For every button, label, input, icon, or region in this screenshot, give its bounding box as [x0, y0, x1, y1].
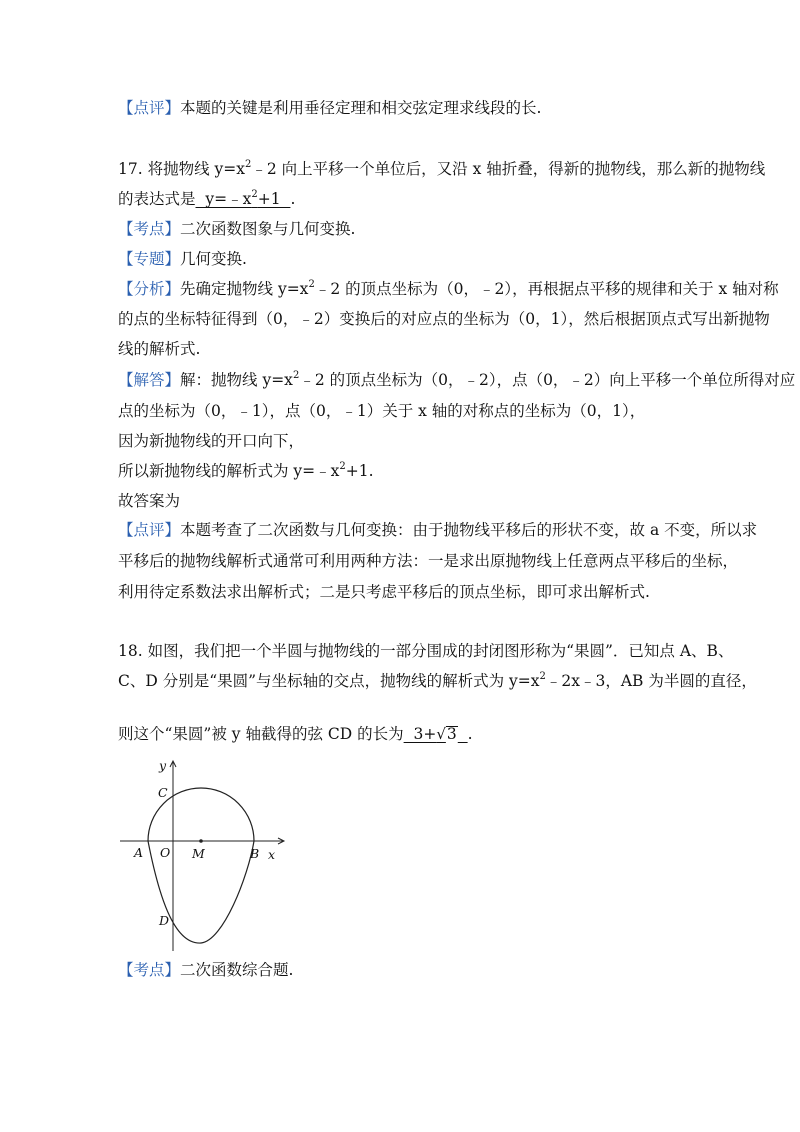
q17-answer-sup: 2 [251, 188, 258, 200]
center-point-m [199, 839, 203, 843]
tag-pingping: 【点评】 [118, 521, 181, 539]
label-c: C [158, 785, 168, 800]
q18-text: ﹣2x﹣3，AB 为半圆的直径， [545, 672, 757, 690]
q17-pingping-line1 [118, 520, 757, 540]
q17-text: 点的坐标为（0，﹣1），点（0，﹣1）关于 x 轴的对称点的坐标为（0，1）， [118, 402, 646, 420]
top-comment-line [118, 98, 541, 118]
q17-pingping-line2 [118, 551, 738, 571]
q17-text: 因为新抛物线的开口向下， [118, 432, 305, 450]
label-m: M [192, 846, 205, 861]
q17-jieda-line2 [118, 401, 645, 421]
label-o: O [160, 845, 171, 860]
q17-text: 所以新抛物线的解析式为 y=﹣x [118, 462, 340, 480]
q17-text: ﹣2 的顶点坐标为（0，﹣2），再根据点平移的规律和关于 x 轴对称 [314, 280, 779, 298]
q18-kaodian [118, 960, 293, 980]
q18-text: . [467, 725, 473, 743]
q17-answer-b: +1 [257, 190, 291, 208]
q17-text: 故答案为 [118, 492, 181, 510]
q17-sup: 2 [292, 369, 300, 381]
tag-jieda: 【解答】 [118, 371, 181, 389]
q17-text: . [290, 190, 296, 208]
q17-fenxi-line2 [118, 309, 770, 329]
q18-text: 则这个“果圆”被 y 轴截得的弦 CD 的长为 [118, 725, 404, 743]
q18-text: C、D 分别是“果圆”与坐标轴的交点，抛物线的解析式为 y=x [118, 672, 540, 690]
q17-question-line2 [118, 189, 295, 209]
q17-text: 解：抛物线 y=x [180, 371, 293, 389]
q18-answer-end [458, 725, 468, 743]
q17-text: 本题考查了二次函数与几何变换：由于抛物线平移后的形状不变，故 a 不变，所以求 [180, 521, 758, 539]
label-x: x [268, 847, 276, 862]
q17-sup: 2 [308, 278, 315, 290]
q17-kaodian-text: 二次函数图象与几何变换. [180, 220, 356, 238]
label-y: y [159, 758, 167, 773]
q18-answer-radicand: 3 [446, 725, 457, 743]
q18-question-line2 [118, 671, 757, 691]
q17-text: 的点的坐标特征得到（0，﹣2）变换后的对应点的坐标为（0，1），然后根据顶点式写出新抛物 [118, 310, 770, 328]
q17-zhuanti-text: 几何变换. [180, 250, 247, 268]
q17-jieda-line4 [118, 461, 374, 481]
q17-pingping-line3 [118, 582, 650, 602]
sqrt-radical-icon: √ [436, 725, 446, 743]
q17-sup: 2 [339, 460, 346, 472]
label-a: A [134, 845, 144, 860]
q17-sup: 2 [245, 158, 252, 170]
q18-answer [404, 725, 468, 743]
q17-question-line1 [118, 159, 765, 179]
tag-zhuanti: 【专题】 [118, 250, 181, 268]
q17-text: 先确定抛物线 y=x [180, 280, 309, 298]
q17-text: 17. 将抛物线 y=x [118, 160, 245, 178]
q17-zhuanti [118, 249, 247, 269]
q17-kaodian [118, 219, 355, 239]
q17-jieda-line5 [118, 491, 180, 511]
q17-fenxi-line1 [118, 279, 779, 299]
q17-text: 利用待定系数法求出解析式；二是只考虑平移后的顶点坐标，即可求出解析式. [118, 583, 650, 601]
q17-text: ﹣2 的顶点坐标为（0，﹣2），点（0，﹣2）向上平移一个单位所得对应 [299, 371, 796, 389]
q18-question-line3 [118, 724, 473, 744]
q18-question-line1 [118, 641, 733, 661]
q18-kaodian-text: 二次函数综合题. [180, 961, 294, 979]
q17-jieda-line3 [118, 431, 304, 451]
q17-answer-a: y=﹣x [195, 190, 252, 208]
q17-text: ﹣2 向上平移一个单位后，又沿 x 轴折叠，得新的抛物线，那么新的抛物线 [251, 160, 766, 178]
tag-kaodian: 【考点】 [118, 220, 181, 238]
top-comment-text: 本题的关键是利用垂径定理和相交弦定理求线段的长. [180, 99, 542, 117]
q18-sup: 2 [539, 670, 546, 682]
tag-kaodian: 【考点】 [118, 961, 181, 979]
q17-jieda-line1 [118, 370, 795, 390]
q18-text: 18. 如图，我们把一个半圆与抛物线的一部分围成的封闭图形称为“果圆”．已知点 A、B、 [118, 642, 734, 660]
tag-fenxi: 【分析】 [118, 280, 181, 298]
label-d: D [159, 913, 170, 928]
q17-text: +1. [345, 462, 374, 480]
q18-answer-a: 3+ [403, 725, 437, 743]
label-b: B [250, 846, 260, 861]
q17-fenxi-line3 [118, 339, 200, 359]
q17-text: 的表达式是 [118, 190, 196, 208]
q17-answer [196, 190, 291, 208]
q17-text: 平移后的抛物线解析式通常可利用两种方法：一是求出原抛物线上任意两点平移后的坐标， [118, 552, 739, 570]
guoyuan-figure [118, 757, 288, 952]
tag-pingping: 【点评】 [118, 99, 181, 117]
q17-text: 线的解析式. [118, 340, 201, 358]
